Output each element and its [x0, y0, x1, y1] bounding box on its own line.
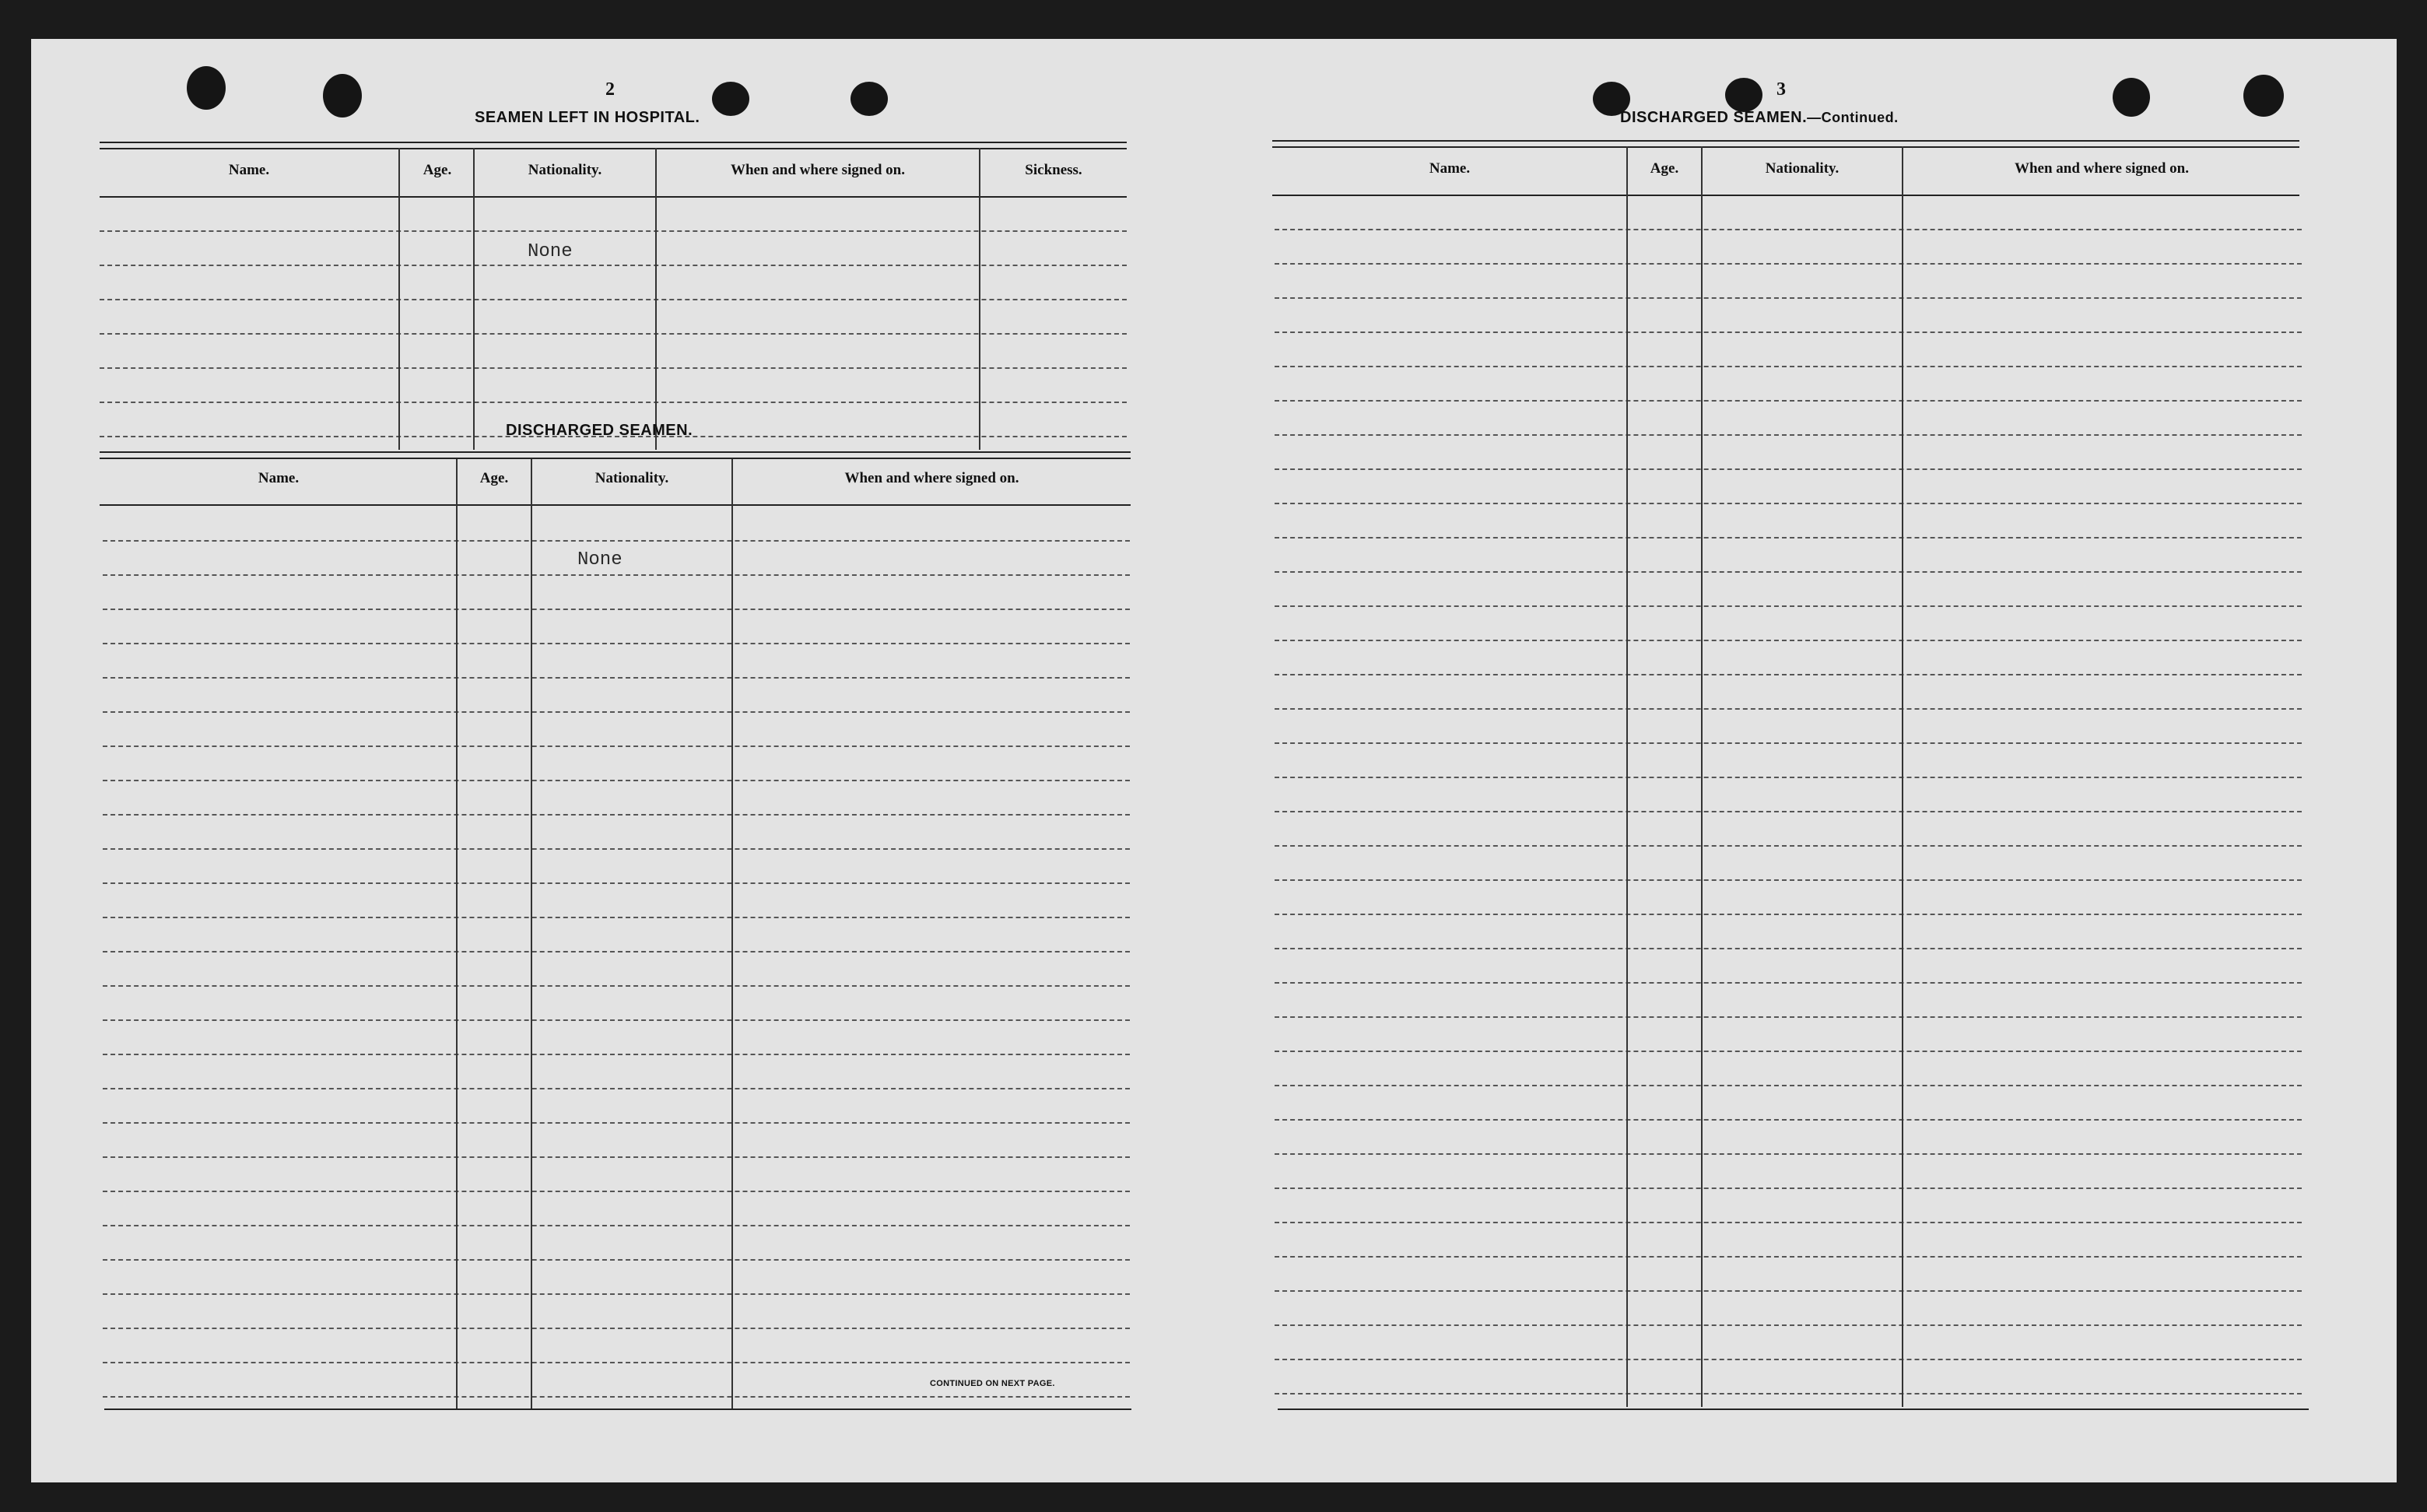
col-divider [1902, 146, 1903, 1407]
ruled-line [103, 1054, 1130, 1055]
ruled-line [100, 333, 1127, 335]
ruled-line [1275, 1256, 2302, 1258]
right-table-top-rule [1272, 140, 2299, 148]
col-divider [655, 148, 657, 450]
punch-hole [2243, 75, 2284, 117]
ruled-line [1275, 468, 2302, 470]
punch-hole [1725, 78, 1762, 112]
hospital-header-rule [100, 196, 1127, 198]
ruled-line [103, 711, 1130, 713]
col-head-name: Name. [228, 162, 270, 178]
ruled-line [1275, 366, 2302, 367]
col-divider [979, 148, 980, 450]
col-head-name: Name. [258, 470, 300, 486]
punch-hole [187, 66, 226, 110]
col-head-age: Age. [479, 470, 509, 486]
ruled-line [1275, 708, 2302, 710]
ruled-line [1275, 1393, 2302, 1394]
ruled-line [100, 230, 1127, 232]
ledger-sheet [31, 39, 2397, 1482]
ruled-line [103, 848, 1130, 850]
ruled-line [1275, 914, 2302, 915]
ruled-line [1275, 1359, 2302, 1360]
ruled-line [1275, 845, 2302, 847]
col-divider [456, 459, 458, 1409]
ruled-line [1275, 777, 2302, 778]
ruled-line [103, 1088, 1130, 1089]
ruled-line [103, 882, 1130, 884]
ruled-line [1275, 434, 2302, 436]
ruled-line [103, 1191, 1130, 1192]
page-number: 3 [1776, 79, 1786, 100]
ruled-line [1275, 1222, 2302, 1223]
col-divider [1701, 146, 1703, 1407]
ruled-line [103, 951, 1130, 952]
ruled-line [103, 1328, 1130, 1329]
punch-hole [712, 82, 749, 116]
punch-hole [851, 82, 888, 116]
ruled-line [103, 780, 1130, 781]
ruled-line [100, 402, 1127, 403]
ruled-line [103, 643, 1130, 644]
ruled-line [1275, 503, 2302, 504]
ruled-line [103, 1362, 1130, 1363]
col-divider [731, 459, 733, 1409]
ruled-line [103, 1225, 1130, 1226]
ruled-line [1275, 879, 2302, 881]
col-head-nationality: Nationality. [594, 470, 669, 486]
col-head-name: Name. [1429, 160, 1471, 177]
hospital-section-title: SEAMEN LEFT IN HOSPITAL. [475, 109, 700, 126]
ruled-line [103, 574, 1130, 576]
ruled-line [100, 367, 1127, 369]
col-divider [398, 148, 400, 450]
ruled-line [1275, 742, 2302, 744]
col-head-signed-on: When and where signed on. [844, 470, 1019, 486]
ruled-line [1275, 811, 2302, 812]
col-head-signed-on: When and where signed on. [2014, 160, 2189, 177]
right-table-bottom-rule [1278, 1409, 2309, 1410]
discharged-header-rule [100, 504, 1131, 506]
col-head-age: Age. [1650, 160, 1679, 177]
col-divider [473, 148, 475, 450]
discharged-section-title: DISCHARGED SEAMEN. [506, 422, 693, 439]
hospital-table-top-rule [100, 142, 1127, 149]
continued-note: CONTINUED ON NEXT PAGE. [930, 1379, 1055, 1388]
ruled-line [1275, 640, 2302, 641]
ruled-line [1275, 537, 2302, 538]
ruled-line [100, 265, 1127, 266]
col-head-age: Age. [423, 162, 452, 178]
hospital-none-entry: None [528, 241, 573, 262]
discharged-table-bottom-rule [104, 1409, 1131, 1410]
ruled-line [103, 609, 1130, 610]
discharged-continued-title [1620, 109, 1899, 127]
col-head-nationality: Nationality. [528, 162, 602, 178]
ruled-line [1275, 1187, 2302, 1189]
ruled-line [1275, 982, 2302, 984]
ruled-line [103, 1396, 1130, 1398]
ruled-line [103, 1156, 1130, 1158]
ruled-line [1275, 297, 2302, 299]
discharged-table-top-rule [100, 451, 1131, 459]
ruled-line [1275, 400, 2302, 402]
ruled-line [1275, 1324, 2302, 1326]
ruled-line [1275, 674, 2302, 675]
col-divider [1626, 146, 1628, 1407]
ruled-line [1275, 1085, 2302, 1086]
right-header-rule [1272, 195, 2299, 196]
ruled-line [103, 1259, 1130, 1261]
ruled-line [100, 299, 1127, 300]
ruled-line [103, 1122, 1130, 1124]
ruled-line [1275, 1153, 2302, 1155]
ruled-line [1275, 1119, 2302, 1121]
ruled-line [1275, 263, 2302, 265]
ruled-line [103, 1019, 1130, 1021]
ruled-line [103, 1293, 1130, 1295]
ruled-line [1275, 1051, 2302, 1052]
ruled-line [103, 745, 1130, 747]
col-head-sickness: Sickness. [1025, 162, 1082, 178]
col-head-signed-on: When and where signed on. [730, 162, 905, 178]
ruled-line [103, 677, 1130, 679]
ruled-line [103, 985, 1130, 987]
ruled-line [1275, 332, 2302, 333]
ruled-line [1275, 229, 2302, 230]
ruled-line [1275, 605, 2302, 607]
ruled-line [103, 814, 1130, 816]
ruled-line [103, 540, 1130, 542]
ruled-line [1275, 1290, 2302, 1292]
title-sub: —Continued. [1807, 110, 1899, 125]
ruled-line [1275, 1016, 2302, 1018]
punch-hole [2113, 78, 2150, 117]
page-number: 2 [605, 79, 615, 100]
ruled-line [103, 917, 1130, 918]
ruled-line [1275, 948, 2302, 949]
col-head-nationality: Nationality. [1765, 160, 1840, 177]
col-divider [531, 459, 532, 1409]
punch-hole [323, 74, 362, 118]
ruled-line [1275, 571, 2302, 573]
discharged-none-entry: None [577, 549, 623, 570]
title-main: DISCHARGED SEAMEN. [1620, 109, 1808, 126]
